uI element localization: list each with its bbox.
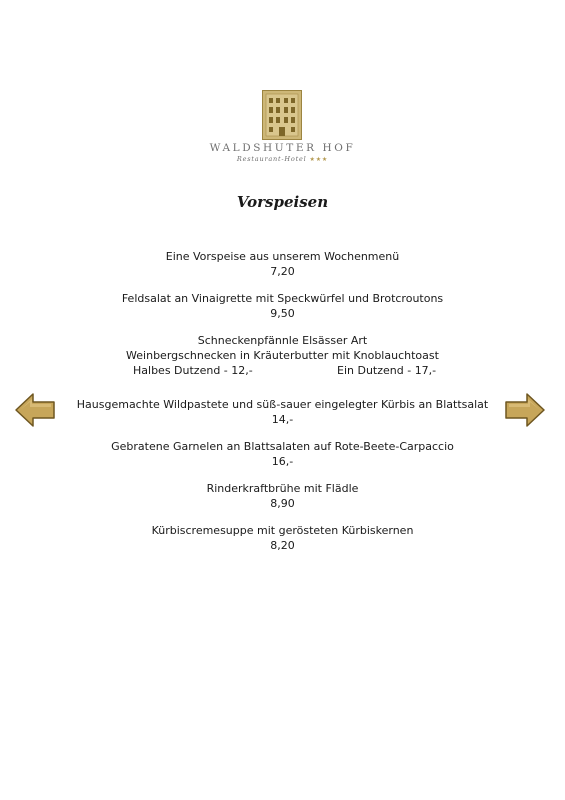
menu-item-price: 8,90 [270,497,295,510]
menu-item-name: Eine Vorspeise aus unserem Wochenmenü [165,250,400,263]
brand-subtitle-line [0,155,565,163]
menu-item-price: 14,- [271,413,294,426]
brand-stars: ★★★ [309,156,329,163]
menu-item-price: 9,50 [270,307,295,320]
section-title: Vorspeisen [236,193,329,211]
hotel-logo [262,90,302,140]
menu-item-name: Feldsalat an Vinaigrette mit Speckwürfel und Brotcroutons [121,292,444,305]
menu-item-half-price: Halbes Dutzend - 12,- [133,364,253,377]
next-page-button[interactable] [504,392,546,428]
brand-name: WALDSHUTER HOF [209,142,356,154]
menu-item-full-price: Ein Dutzend - 17,- [337,364,437,377]
menu-item-price: 16,- [271,455,294,468]
menu-item-name: Hausgemachte Wildpastete und süß-sauer eingelegter Kürbis an Blattsalat [76,398,489,411]
arrow-right-icon [506,394,544,426]
menu-item-name: Schneckenpfännle Elsässer Art [197,334,368,347]
menu-item-name: Gebratene Garnelen an Blattsalaten auf Rote-Beete-Carpaccio [111,440,454,453]
menu-item-name: Rinderkraftbrühe mit Flädle [206,482,359,495]
menu-item-price: 7,20 [270,265,295,278]
menu-item-name: Kürbiscremesuppe mit gerösteten Kürbiskernen [151,524,414,537]
menu-item-description: Weinbergschnecken in Kräuterbutter mit Knoblauchtoast [126,349,439,362]
menu-item-price: 8,20 [270,539,295,552]
prev-page-button[interactable] [14,392,56,428]
brand-subtitle: Restaurant-Hotel [236,155,307,163]
arrow-left-icon [16,394,54,426]
